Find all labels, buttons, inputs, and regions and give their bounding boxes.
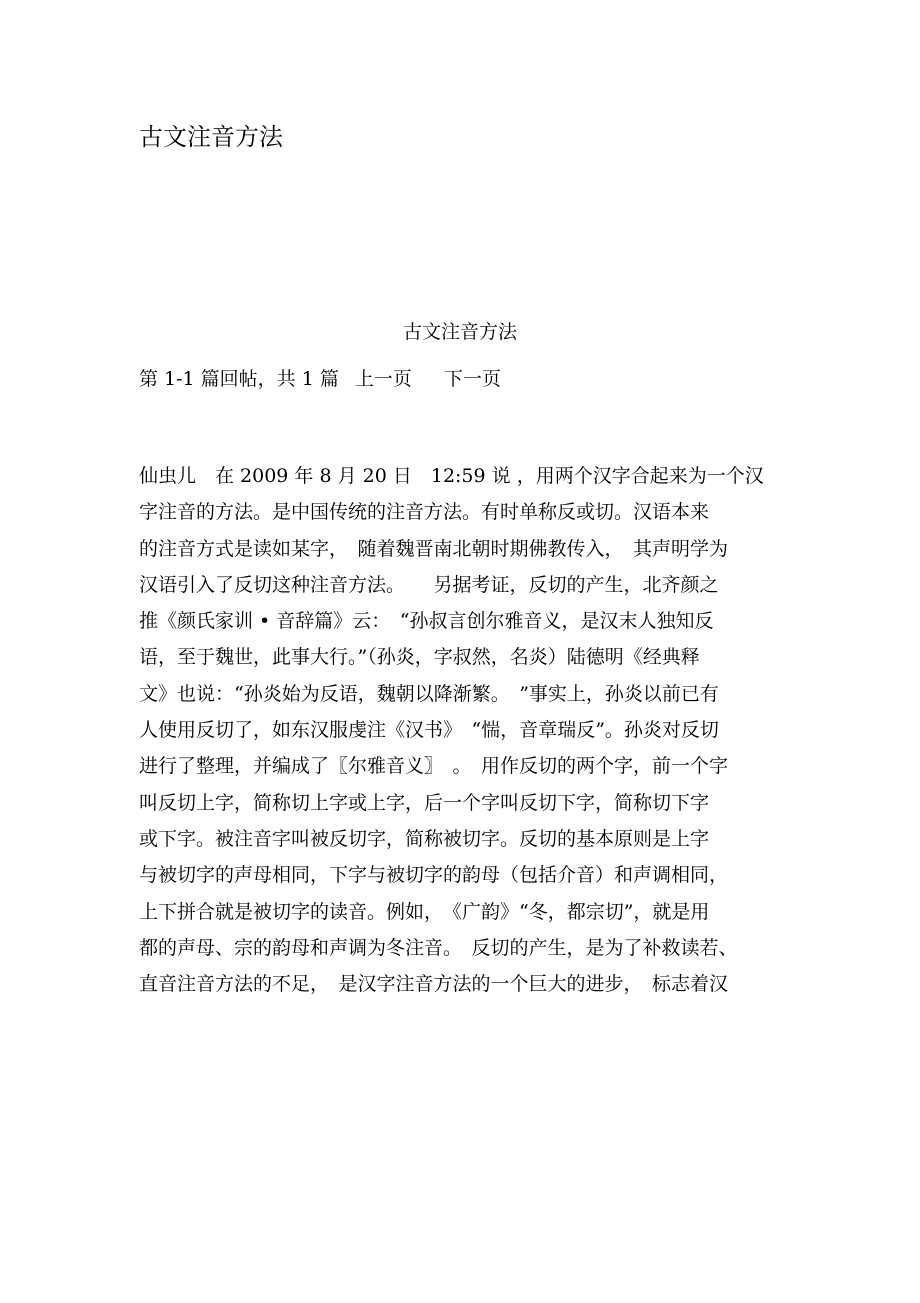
body-line: 人使用反切了，如东汉服虔注《汉书》 “惴，音章瑞反”。孙炎对反切 <box>139 719 719 742</box>
next-page-link[interactable]: 下一页 <box>443 368 501 390</box>
body-line: 进行了整理，并编成了〖尔雅音义〗 。 用作反切的两个字，前一个字 <box>139 755 729 778</box>
body-line: 字注音的方法。是中国传统的注音方法。有时单称反或切。汉语本来 <box>139 501 710 524</box>
post-position-text: 第 1-1 篇回帖，共 1 篇 <box>139 368 339 390</box>
prev-page-link[interactable]: 上一页 <box>354 368 412 390</box>
body-line: 上下拼合就是被切字的读音。例如， 《广韵》“冬，都宗切”，就是用 <box>139 900 710 923</box>
post-title: 古文注音方法 <box>402 321 517 343</box>
body-line: 汉语引入了反切这种注音方法。 另据考证，反切的产生，北齐颜之 <box>139 573 719 596</box>
body-line: 直音注音方法的不足， 是汉字注音方法的一个巨大的进步， 标志着汉 <box>139 973 729 996</box>
body-line: 仙虫儿 在 2009 年 8 月 20 日 12:59 说 ，用两个汉字合起来为一个汉 <box>139 465 764 487</box>
body-line: 叫反切上字，简称切上字或上字，后一个字叫反切下字，简称切下字 <box>139 791 710 814</box>
body-line: 或下字。被注音字叫被反切字，简称被切字。反切的基本原则是上字 <box>139 827 710 850</box>
body-line: 与被切字的声母相同，下字与被切字的韵母（包括介音）和声调相同， <box>139 864 729 887</box>
page-title: 古文注音方法 <box>139 123 283 151</box>
post-body <box>139 458 789 1002</box>
body-line: 文》也说：“孙炎始为反语，魏朝以降渐繁。 ”事实上，孙炎以前已有 <box>139 682 719 705</box>
post-navigation <box>139 363 501 395</box>
body-line: 语，至于魏世，此事大行。”（孙炎，字叔然，名炎）陆德明《经典释 <box>139 646 700 669</box>
body-line: 都的声母、宗的韵母和声调为冬注音。 反切的产生，是为了补救读若、 <box>139 936 738 959</box>
body-line: 推《颜氏家训 • 音辞篇》云： “孙叔言创尔雅音义，是汉末人独知反 <box>139 610 714 633</box>
body-line: 的注音方式是读如某字， 随着魏晋南北朝时期佛教传入， 其声明学为 <box>139 537 729 560</box>
